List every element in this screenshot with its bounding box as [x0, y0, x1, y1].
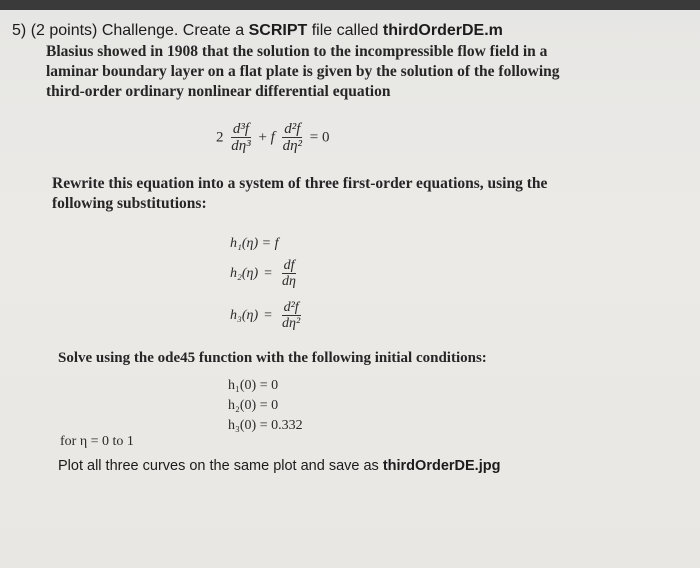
script-keyword: SCRIPT	[248, 22, 308, 39]
eq-third-derivative: $\frac{\text{d³f}}{\text{dη³}}$	[231, 121, 251, 154]
eq-plus: +	[258, 129, 267, 146]
question-points: (2 points) Challenge. Create a	[30, 22, 249, 39]
file-text: file called	[307, 22, 383, 39]
plot-text: Plot all three curves on the same plot and save as	[58, 458, 383, 474]
plot-instruction	[58, 458, 500, 474]
initial-condition-h2: h₂(0) = 0	[228, 398, 279, 413]
solve-paragraph: Solve using the ode45 function with the following initial conditions:	[58, 350, 487, 366]
initial-condition-h1: h₁(0) = 0	[228, 378, 279, 393]
substitution-h3: h₃(η) = $\frac{\text{d²f}}{\text{dη²}}$	[230, 300, 301, 331]
substitution-h1: h₁(η) = f	[230, 236, 279, 251]
eq-coefficient: 2	[216, 129, 224, 146]
blasius-equation	[216, 122, 330, 154]
intro-paragraph: Blasius showed in 1908 that the solution to the incompressible flow field in a laminar boundary layer on a flat plate is given by the solution of the following third-order ordinary nonlinear differential equation	[46, 43, 560, 100]
eq-second-derivative: $\frac{\text{d²f}}{\text{dη²}}$	[282, 121, 303, 154]
eq-rhs: = 0	[309, 129, 330, 146]
plot-filename: thirdOrderDE.jpg	[382, 458, 501, 474]
script-filename: thirdOrderDE.m	[382, 22, 503, 39]
range-text: for η = 0 to 1	[60, 434, 134, 449]
rewrite-paragraph: Rewrite this equation into a system of three first-order equations, using the following substitutions:	[52, 175, 548, 212]
substitution-h2: h₂(η) = $\frac{df}{d\eta}$	[230, 258, 296, 289]
top-edge-shadow	[0, 0, 700, 10]
question-number: 5)	[12, 22, 27, 39]
question-header	[12, 22, 503, 40]
eq-f: f	[270, 129, 275, 146]
initial-condition-h3: h₃(0) = 0.332	[228, 418, 303, 433]
